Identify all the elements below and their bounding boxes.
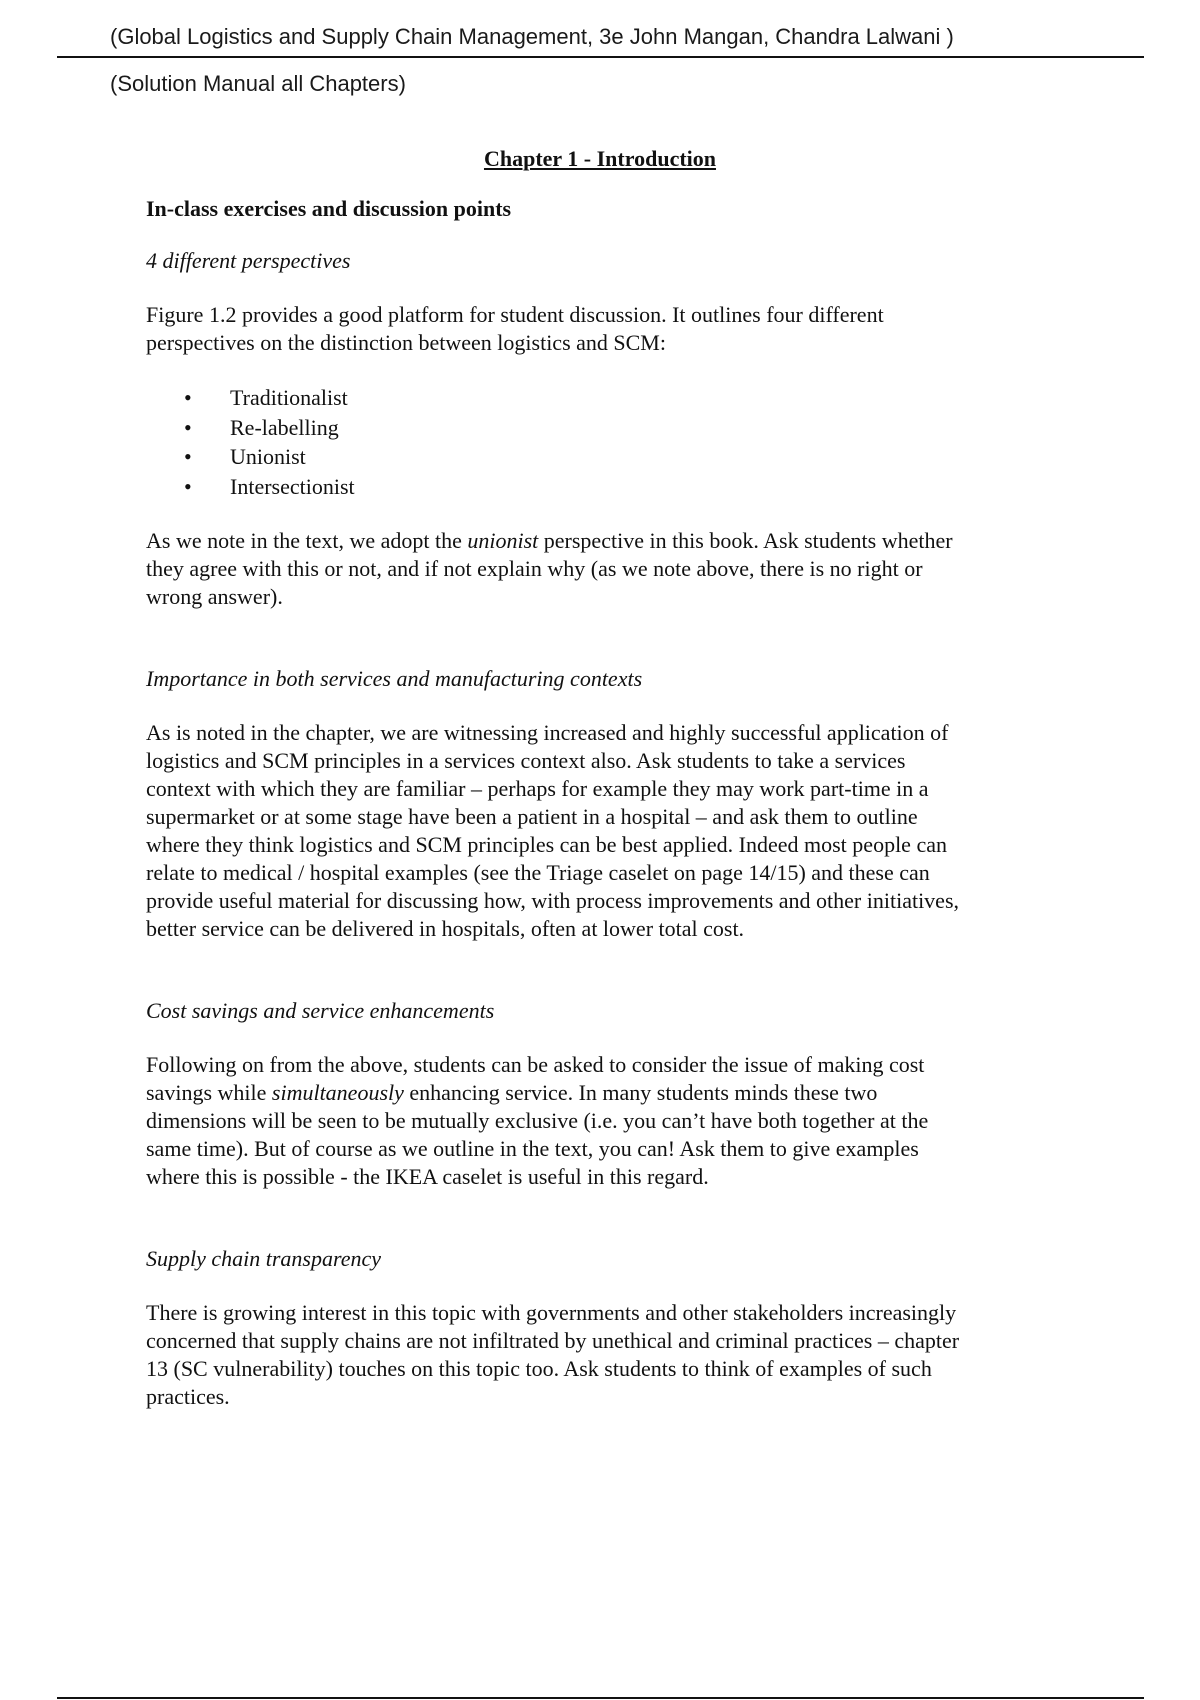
subheading-perspectives: 4 different perspectives [146, 248, 351, 273]
paragraph-line: provide useful material for discussing how, with process improvements and other initiatives, [146, 888, 960, 913]
paragraph-line: context with which they are familiar – perhaps for example they may work part-time in a [146, 776, 929, 801]
page-content [146, 145, 1046, 1437]
list-item-label: Traditionalist [230, 385, 348, 410]
paragraph-line: they agree with this or not, and if not explain why (as we note above, there is no right or [146, 556, 923, 581]
paragraph-line: concerned that supply chains are not infiltrated by unethical and criminal practices – chapter [146, 1328, 960, 1353]
paragraph-line: same time). But of course as we outline in the text, you can! Ask them to give examples [146, 1136, 919, 1161]
list-item-label: Intersectionist [230, 473, 355, 499]
paragraph-line: Following on from the above, students can be asked to consider the issue of making cost [146, 1052, 925, 1077]
paragraph-line: There is growing interest in this topic with governments and other stakeholders increasingly [146, 1300, 957, 1325]
list-item [184, 442, 1046, 472]
subheading-transparency: Supply chain transparency [146, 1246, 382, 1271]
paragraph-line: 13 (SC vulnerability) touches on this topic too. Ask students to think of examples of such [146, 1356, 932, 1381]
paragraph-services [146, 719, 1046, 943]
list-item [184, 472, 1046, 502]
paragraph-line: savings while simultaneously enhancing service. In many students minds these two [146, 1080, 878, 1105]
paragraph-line: supermarket or at some stage have been a patient in a hospital – and ask them to outline [146, 804, 918, 829]
list-item-label: Unionist [230, 444, 306, 469]
paragraph-line: wrong answer). [146, 584, 283, 609]
paragraph-line: better service can be delivered in hospitals, often at lower total cost. [146, 916, 745, 941]
paragraph-line: where this is possible - the IKEA caselet is useful in this regard. [146, 1164, 709, 1189]
paragraph-cost-savings [146, 1051, 1046, 1191]
bullet-icon: • [184, 444, 192, 469]
bullet-icon: • [184, 414, 192, 440]
perspectives-list [146, 383, 1046, 501]
list-item [184, 413, 1046, 443]
bullet-icon: • [184, 385, 192, 410]
paragraph-line: practices. [146, 1384, 230, 1409]
list-item [184, 383, 1046, 413]
paragraph-transparency [146, 1299, 1046, 1411]
paragraph-line: As is noted in the chapter, we are witnessing increased and highly successful application of [146, 720, 949, 745]
paragraph-line: relate to medical / hospital examples (see the Triage caselet on page 14/15) and these can [146, 860, 930, 885]
section-heading: In-class exercises and discussion points [146, 196, 512, 221]
header-divider [57, 56, 1144, 58]
paragraph-line: As we note in the text, we adopt the unionist perspective in this book. Ask students whether [146, 528, 953, 553]
subheading-cost-savings: Cost savings and service enhancements [146, 998, 495, 1023]
paragraph-perspectives-intro [146, 301, 1046, 357]
document-header-subtitle: (Solution Manual all Chapters) [110, 71, 406, 96]
emphasis-simultaneously: simultaneously [271, 1080, 404, 1105]
footer-divider [57, 1697, 1144, 1699]
paragraph-line: dimensions will be seen to be mutually exclusive (i.e. you can’t have both together at the [146, 1108, 929, 1133]
paragraph-perspectives-closing [146, 527, 1046, 611]
paragraph-line: where they think logistics and SCM principles can be best applied. Indeed most people can [146, 832, 947, 857]
paragraph-line: logistics and SCM principles in a services context also. Ask students to take a services [146, 748, 906, 773]
chapter-title: Chapter 1 - Introduction [483, 146, 717, 171]
paragraph-line: Figure 1.2 provides a good platform for student discussion. It outlines four different [146, 302, 884, 327]
document-header-title: (Global Logistics and Supply Chain Management, 3e John Mangan, Chandra Lalwani ) [110, 24, 954, 49]
subheading-services: Importance in both services and manufacturing contexts [146, 666, 643, 691]
bullet-icon: • [184, 473, 192, 499]
emphasis-unionist: unionist [467, 528, 539, 553]
paragraph-line: perspectives on the distinction between logistics and SCM: [146, 330, 666, 355]
list-item-label: Re-labelling [230, 414, 339, 440]
